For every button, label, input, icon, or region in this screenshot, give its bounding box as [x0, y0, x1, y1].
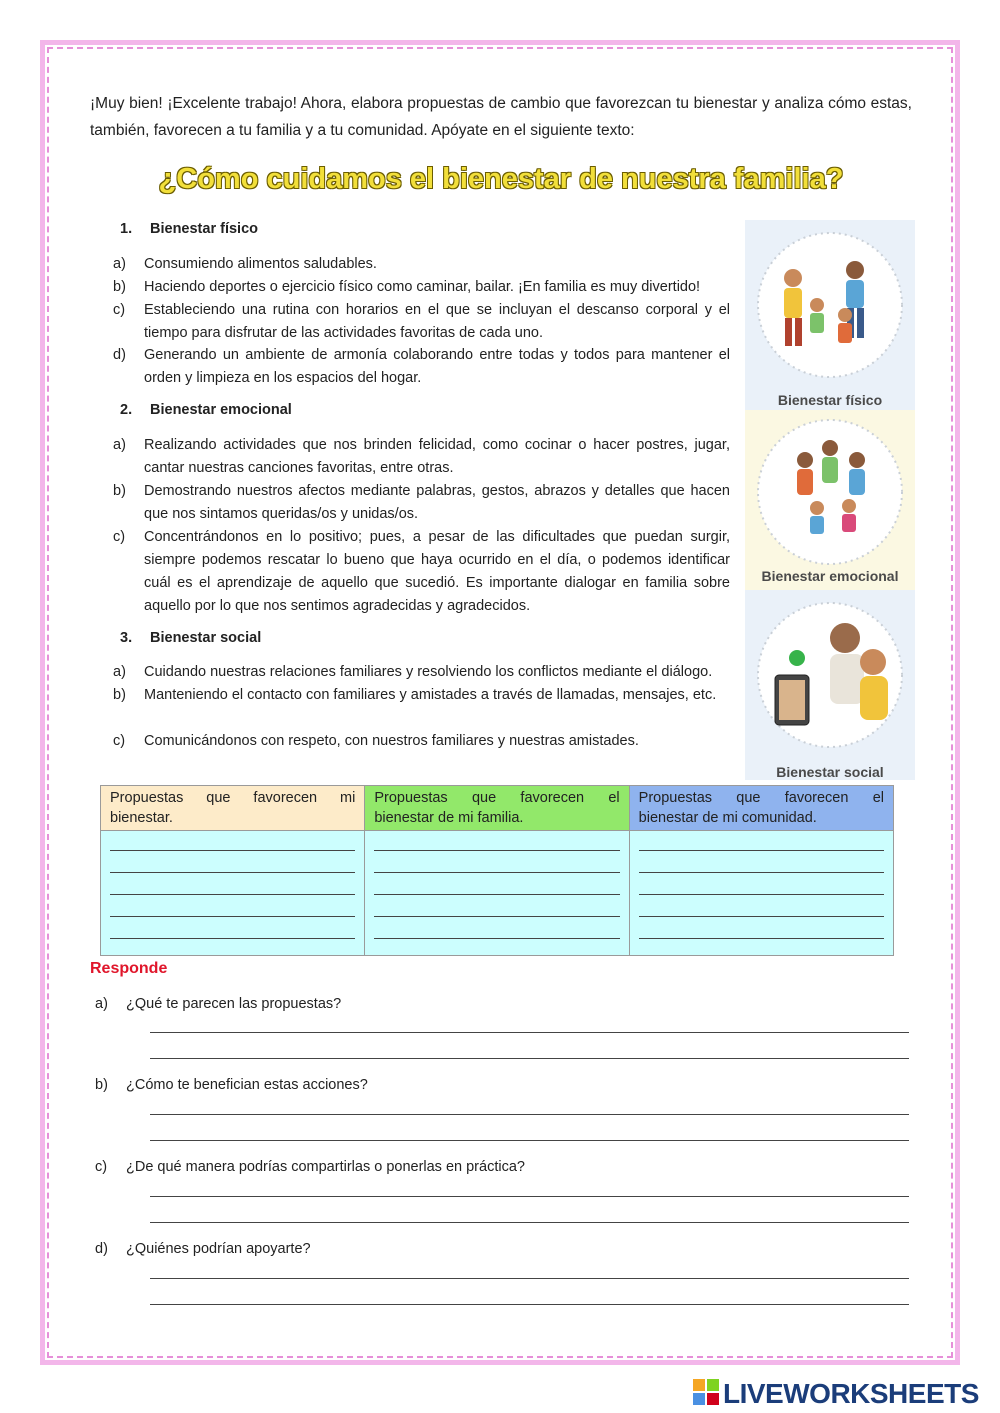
illustration-bienestar-emocional: [745, 410, 915, 590]
item-text: Manteniendo el contacto con familiares y amistades a través de llamadas, mensajes, etc.: [144, 687, 717, 703]
question-text: ¿De qué manera podrías compartirlas o ponerlas en práctica?: [126, 1159, 525, 1175]
section-number: 3.: [120, 630, 133, 646]
question-a: [95, 996, 341, 1012]
item-letter: c): [113, 733, 126, 749]
item-text: Generando un ambiente de armonía colaborando entre todas y todos para mantener el orden y limpieza en los espacios del hogar.: [144, 347, 730, 386]
answer-line[interactable]: [150, 1196, 909, 1197]
proposals-table: [100, 785, 894, 956]
illustration-bienestar-fisico: [745, 220, 915, 410]
item-text: Cuidando nuestras relaciones familiares y resolviendo los conflictos mediante el diálogo.: [144, 664, 713, 680]
header-line: bienestar de mi familia.: [374, 810, 524, 826]
logo-grid-icon: [693, 1379, 720, 1406]
item-letter: b): [113, 687, 126, 703]
list-item: [113, 344, 730, 390]
item-letter: b): [113, 483, 126, 499]
answer-line[interactable]: [150, 1032, 909, 1033]
answer-line[interactable]: [150, 1278, 909, 1279]
item-letter: a): [113, 664, 126, 680]
answer-line[interactable]: [150, 1222, 909, 1223]
header-line: bienestar.: [110, 810, 173, 826]
table-row: [101, 831, 894, 956]
page-title: ¿Cómo cuidamos el bienestar de nuestra familia?: [158, 163, 844, 195]
illustration-bienestar-social: [745, 590, 915, 780]
item-text: Consumiendo alimentos saludables.: [144, 256, 377, 272]
item-letter: a): [113, 256, 126, 272]
section-number: 2.: [120, 402, 133, 418]
section-title: Bienestar físico: [150, 221, 258, 237]
item-letter: c): [113, 302, 126, 318]
liveworksheets-logo: [693, 1378, 979, 1410]
list-item: [113, 480, 730, 526]
question-d: [95, 1241, 311, 1257]
header-mi-familia: [365, 786, 629, 831]
question-c: [95, 1159, 525, 1175]
video-call-illustration: [745, 590, 915, 780]
header-mi-bienestar: [101, 786, 365, 831]
header-line: bienestar de mi comunidad.: [638, 810, 817, 826]
question-b: [95, 1077, 368, 1093]
table-header-row: [101, 786, 894, 831]
answer-line[interactable]: [150, 1304, 909, 1305]
question-text: ¿Qué te parecen las propuestas?: [126, 996, 342, 1012]
item-text: Realizando actividades que nos brinden felicidad, como cocinar o hacer postres, jugar, cantar nuestras canciones favoritas, entre otras.: [144, 437, 730, 476]
item-text: Demostrando nuestros afectos mediante palabras, gestos, abrazos y detalles que hacen que nos sintamos queridas/os y unidas/os.: [144, 483, 730, 522]
question-letter: b): [95, 1077, 108, 1093]
answer-field-mi-comunidad[interactable]: [629, 831, 893, 956]
question-text: ¿Quiénes podrían apoyarte?: [126, 1241, 311, 1257]
list-item: [113, 253, 730, 276]
image-caption: Bienestar social: [776, 764, 884, 780]
image-caption: Bienestar emocional: [761, 568, 899, 584]
list-item: [113, 299, 730, 345]
section-heading-fisico: [120, 221, 258, 237]
header-mi-comunidad: [629, 786, 893, 831]
question-letter: a): [95, 996, 108, 1012]
logo-text: LIVEWORKSHEETS: [723, 1378, 979, 1409]
list-item: [113, 661, 730, 684]
list-item: [113, 684, 730, 707]
answer-line[interactable]: [150, 1140, 909, 1141]
section-heading-emocional: [120, 402, 292, 418]
item-letter: c): [113, 529, 126, 545]
question-text: ¿Cómo te benefician estas acciones?: [126, 1077, 368, 1093]
family-dancing-illustration: [745, 220, 915, 410]
item-text: Concentrándonos en lo positivo; pues, a pesar de las dificultades que puedan surgir, siempre podemos rescatar lo bueno que haya ocurrido en el día, o podemos identificar cuál es el aprendizaje de aquello que sucedió. Es importante dialogar en familia sobre aquello por lo que nos sentimos agradecidas y agradecidos.: [144, 529, 730, 614]
responde-heading: Responde: [90, 960, 168, 977]
item-letter: a): [113, 437, 126, 453]
intro-text: ¡Muy bien! ¡Excelente trabajo! Ahora, elabora propuestas de cambio que favorezcan tu bienestar y analiza cómo estas, también, favorecen a tu familia y a tu comunidad. Apóyate en el siguiente texto:: [90, 95, 912, 139]
item-letter: d): [113, 347, 126, 363]
section-number: 1.: [120, 221, 133, 237]
answer-line[interactable]: [150, 1058, 909, 1059]
item-text: Haciendo deportes o ejercicio físico como caminar, bailar. ¡En familia es muy divertido!: [144, 279, 701, 295]
header-line: Propuestas que favorecen mi: [110, 790, 356, 806]
list-item: [113, 730, 730, 753]
image-caption: Bienestar físico: [777, 392, 883, 408]
answer-field-mi-familia[interactable]: [365, 831, 629, 956]
item-letter: b): [113, 279, 126, 295]
question-letter: c): [95, 1159, 108, 1175]
list-item: [113, 276, 730, 299]
family-hugging-illustration: [745, 410, 915, 590]
section-heading-social: [120, 630, 261, 646]
list-item: [113, 434, 730, 480]
answer-line[interactable]: [150, 1114, 909, 1115]
section-title: Bienestar emocional: [150, 402, 292, 418]
header-line: Propuestas que favorecen el: [374, 790, 620, 806]
header-line: Propuestas que favorecen el: [638, 790, 884, 806]
item-text: Estableciendo una rutina con horarios en el que se incluyan el descanso corporal y el tiempo para disfrutar de las actividades favoritas de cada uno.: [144, 302, 730, 341]
answer-field-mi-bienestar[interactable]: [101, 831, 365, 956]
section-title: Bienestar social: [150, 630, 262, 646]
item-text: Comunicándonos con respeto, con nuestros familiares y nuestras amistades.: [144, 733, 639, 749]
list-item: [113, 526, 730, 618]
question-letter: d): [95, 1241, 108, 1257]
